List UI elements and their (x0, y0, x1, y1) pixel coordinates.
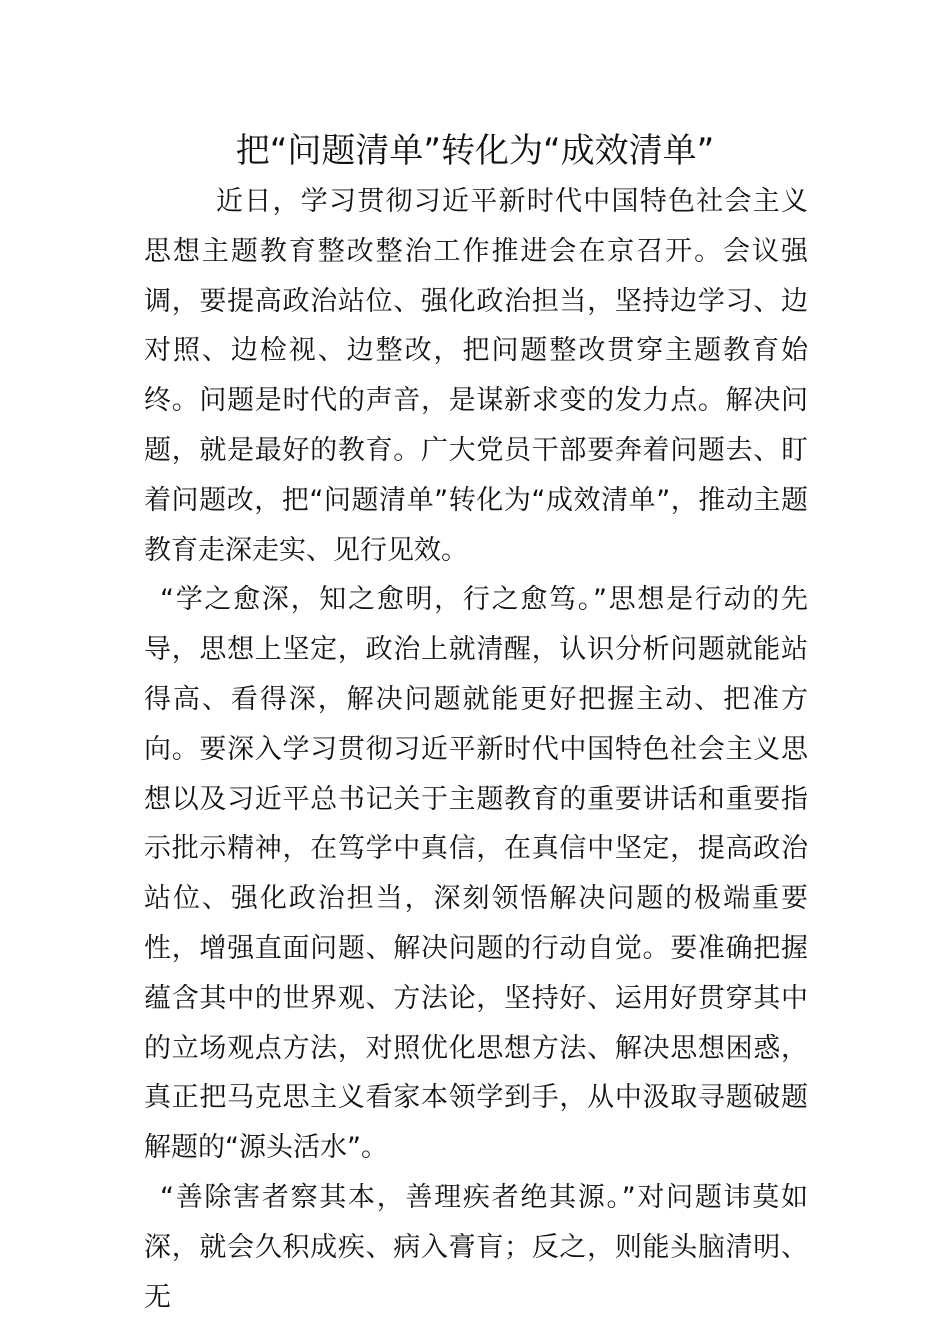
paragraph-3: “善除害者察其本，善理疾者绝其源。”对问题讳莫如深，就会久积成疾、病入膏肓；反之，则能头脑清明、无 (144, 1181, 808, 1313)
paragraph-1: 近日，学习贯彻习近平新时代中国特色社会主义思想主题教育整改整治工作推进会在京召开。会议强调，要提高政治站位、强化政治担当，坚持边学习、边对照、边检视、边整改，把问题整改贯穿主题教育始终。问题是时代的声音，是谋新求变的发力点。解决问题，就是最好的教育。广大党员干部要奔着问题去、盯着问题改，把“问题清单”转化为“成效清单”，推动主题教育走深走实、见行见效。 (144, 186, 808, 566)
document-body (144, 177, 808, 1322)
document-title: 把“问题清单”转化为“成效清单” (235, 131, 715, 171)
paragraph-2: “学之愈深，知之愈明，行之愈笃。”思想是行动的先导，思想上坚定，政治上就清醒，认识分析问题就能站得高、看得深，解决问题就能更好把握主动、把准方向。要深入学习贯彻习近平新时代中国特色社会主义思想以及习近平总书记关于主题教育的重要讲话和重要指示批示精神，在笃学中真信，在真信中坚定，提高政治站位、强化政治担当，深刻领悟解决问题的极端重要性，增强直面问题、解决问题的行动自觉。要准确把握蕴含其中的世界观、方法论，坚持好、运用好贯穿其中的立场观点方法，对照优化思想方法、解决思想困惑，真正把马克思主义看家本领学到手，从中汲取寻题破题解题的“源头活水”。 (144, 584, 808, 1164)
